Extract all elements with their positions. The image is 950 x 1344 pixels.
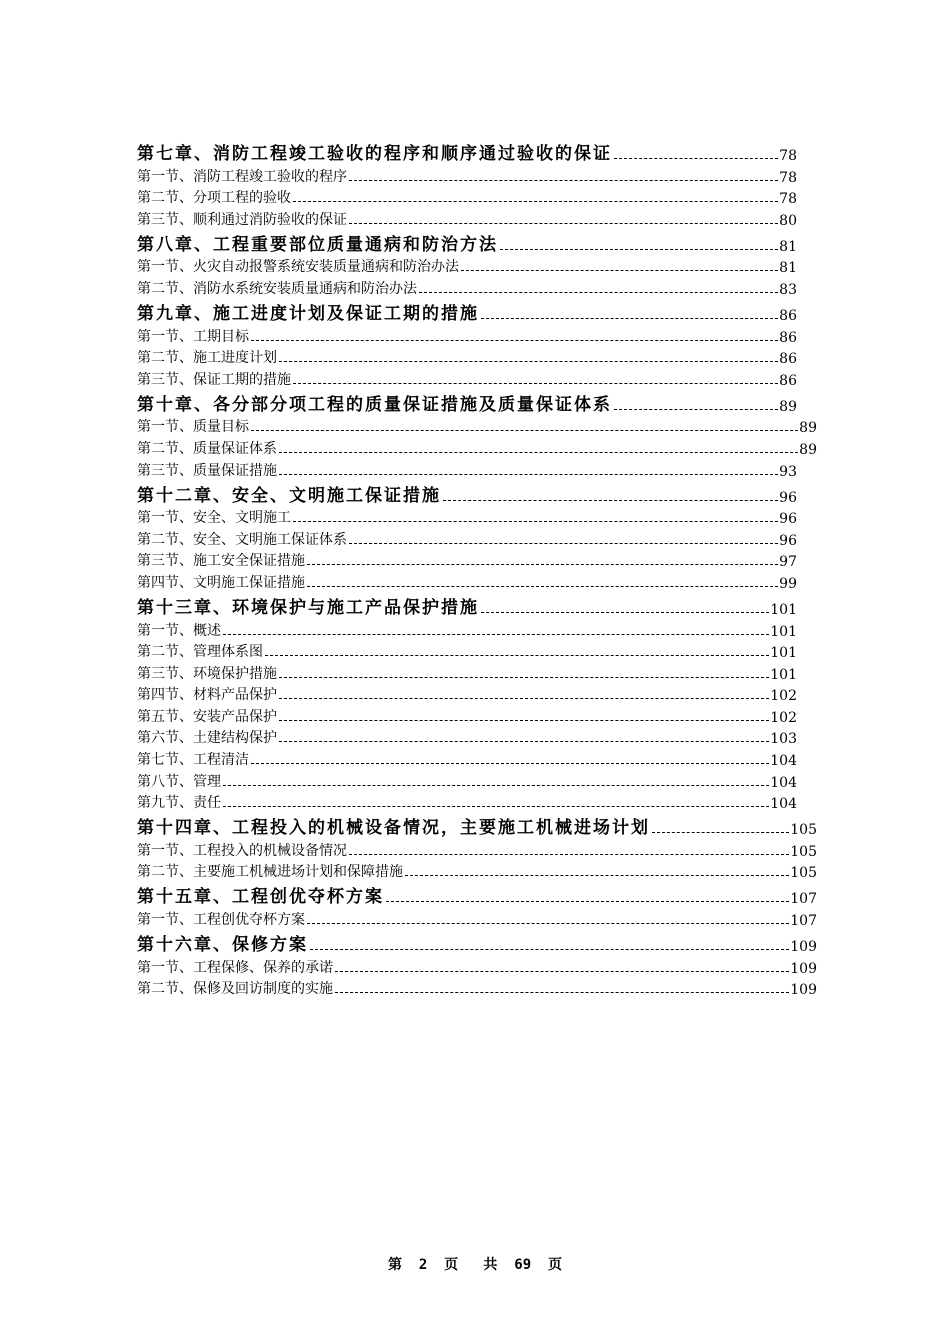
- dot-leader: [349, 180, 778, 181]
- toc-entry-page-number: 101: [770, 601, 797, 618]
- toc-entry-page-number: 93: [779, 463, 797, 480]
- toc-entry-page-number: 96: [779, 511, 797, 528]
- dot-leader: [223, 806, 769, 807]
- dot-leader: [223, 785, 769, 786]
- toc-entry-page-number: 97: [779, 554, 797, 571]
- toc-entry-page-number: 109: [790, 982, 817, 999]
- toc-section-entry[interactable]: [137, 506, 797, 528]
- dot-leader: [405, 875, 789, 876]
- toc-entry-label: 第四节、文明施工保证措施: [137, 574, 305, 591]
- toc-entry-page-number: 103: [770, 731, 797, 748]
- toc-entry-label: 第一节、工程保修、保养的承诺: [137, 959, 333, 976]
- toc-entry-label: 第八节、管理: [137, 773, 221, 790]
- toc-entry-page-number: 102: [770, 688, 797, 705]
- dot-leader: [279, 698, 769, 699]
- toc-entry-label: 第一节、工程投入的机械设备情况: [137, 842, 347, 859]
- toc-section-entry[interactable]: [137, 415, 817, 437]
- dot-leader: [310, 949, 789, 950]
- toc-section-entry[interactable]: [137, 704, 797, 726]
- toc-section-entry[interactable]: [137, 570, 797, 592]
- toc-entry-label: 第三节、质量保证措施: [137, 462, 277, 479]
- toc-entry-page-number: 89: [779, 398, 797, 415]
- toc-section-entry[interactable]: [137, 324, 797, 346]
- dot-leader: [386, 901, 789, 902]
- toc-section-entry[interactable]: [137, 255, 797, 277]
- dot-leader: [279, 720, 769, 721]
- toc-entry-page-number: 96: [779, 532, 797, 549]
- dot-leader: [307, 923, 789, 924]
- dot-leader: [279, 741, 769, 742]
- dot-leader: [461, 270, 778, 271]
- toc-section-entry[interactable]: [137, 791, 797, 813]
- toc-chapter-entry[interactable]: [137, 592, 797, 618]
- toc-chapter-entry[interactable]: [137, 229, 797, 255]
- toc-section-entry[interactable]: [137, 367, 797, 389]
- toc-section-entry[interactable]: [137, 838, 817, 860]
- toc-entry-label: 第二节、安全、文明施工保证体系: [137, 531, 347, 548]
- toc-entry-label: 第一节、概述: [137, 622, 221, 639]
- toc-entry-page-number: 104: [770, 753, 797, 770]
- toc-entry-page-number: 80: [779, 212, 797, 229]
- toc-chapter-entry[interactable]: [137, 929, 817, 955]
- toc-entry-label: 第三节、施工安全保证措施: [137, 553, 305, 570]
- toc-entry-page-number: 78: [779, 191, 797, 208]
- dot-leader: [223, 634, 769, 635]
- dot-leader: [614, 158, 778, 159]
- toc-section-entry[interactable]: [137, 549, 797, 571]
- toc-entry-page-number: 104: [770, 796, 797, 813]
- toc-section-entry[interactable]: [137, 207, 797, 229]
- toc-entry-label: 第一节、火灾自动报警系统安装质量通病和防治办法: [137, 259, 459, 276]
- toc-entry-label: 第十二章、安全、文明施工保证措施: [137, 485, 441, 506]
- toc-section-entry[interactable]: [137, 618, 797, 640]
- toc-entry-page-number: 102: [770, 709, 797, 726]
- dot-leader: [349, 543, 778, 544]
- toc-entry-label: 第三节、环境保护措施: [137, 665, 277, 682]
- toc-section-entry[interactable]: [137, 346, 797, 368]
- toc-entry-label: 第七章、消防工程竣工验收的程序和顺序通过验收的保证: [137, 144, 612, 164]
- toc-entry-page-number: 109: [790, 960, 817, 977]
- toc-entry-page-number: 81: [779, 238, 797, 255]
- toc-entry-label: 第七节、工程清洁: [137, 752, 249, 769]
- dot-leader: [251, 340, 778, 341]
- toc-entry-page-number: 78: [779, 148, 797, 164]
- toc-entry-page-number: 96: [779, 489, 797, 506]
- toc-entry-label: 第二节、保修及回访制度的实施: [137, 981, 333, 998]
- dot-leader: [349, 223, 778, 224]
- toc-entry-page-number: 105: [790, 843, 817, 860]
- dot-leader: [419, 292, 778, 293]
- toc-section-entry[interactable]: [137, 661, 797, 683]
- toc-section-entry[interactable]: [137, 458, 797, 480]
- toc-entry-label: 第十五章、工程创优夺杯方案: [137, 887, 384, 908]
- toc-entry-page-number: 107: [790, 913, 817, 930]
- dot-leader: [279, 361, 778, 362]
- toc-entry-page-number: 105: [790, 822, 817, 839]
- dot-leader: [443, 500, 778, 501]
- table-of-contents: [137, 138, 817, 998]
- dot-leader: [251, 763, 769, 764]
- toc-entry-page-number: 89: [799, 420, 817, 437]
- toc-entry-page-number: 101: [770, 623, 797, 640]
- toc-entry-label: 第十四章、工程投入的机械设备情况，主要施工机械进场计划: [137, 818, 650, 839]
- toc-chapter-entry[interactable]: [137, 298, 797, 324]
- dot-leader: [279, 452, 798, 453]
- toc-entry-label: 第三节、顺利通过消防验收的保证: [137, 211, 347, 228]
- dot-leader: [265, 655, 769, 656]
- toc-entry-page-number: 86: [779, 329, 797, 346]
- toc-entry-page-number: 101: [770, 645, 797, 662]
- toc-entry-label: 第二节、分项工程的验收: [137, 190, 291, 207]
- toc-entry-label: 第四节、材料产品保护: [137, 687, 277, 704]
- toc-section-entry[interactable]: [137, 747, 797, 769]
- dot-leader: [481, 612, 769, 613]
- toc-section-entry[interactable]: [137, 164, 797, 186]
- toc-entry-page-number: 105: [790, 865, 817, 882]
- toc-entry-label: 第九节、责任: [137, 795, 221, 812]
- toc-entry-label: 第二节、施工进度计划: [137, 350, 277, 367]
- toc-section-entry[interactable]: [137, 955, 817, 977]
- toc-section-entry[interactable]: [137, 527, 797, 549]
- toc-entry-page-number: 81: [779, 260, 797, 277]
- toc-chapter-entry[interactable]: [137, 138, 797, 164]
- toc-entry-label: 第二节、质量保证体系: [137, 440, 277, 457]
- dot-leader: [293, 383, 778, 384]
- toc-entry-page-number: 86: [779, 372, 797, 389]
- toc-entry-page-number: 83: [779, 281, 797, 298]
- toc-entry-page-number: 78: [779, 169, 797, 186]
- dot-leader: [481, 318, 778, 319]
- toc-entry-label: 第二节、管理体系图: [137, 644, 263, 661]
- toc-section-entry[interactable]: [137, 436, 817, 458]
- toc-chapter-entry[interactable]: [137, 812, 817, 838]
- toc-entry-label: 第一节、工期目标: [137, 328, 249, 345]
- toc-entry-label: 第六节、土建结构保护: [137, 730, 277, 747]
- page-footer: 第 2 页 共 69 页: [387, 1257, 562, 1273]
- toc-section-entry[interactable]: [137, 683, 797, 705]
- dot-leader: [293, 521, 778, 522]
- toc-section-entry[interactable]: [137, 726, 797, 748]
- dot-leader: [251, 430, 798, 431]
- toc-entry-label: 第八章、工程重要部位质量通病和防治方法: [137, 234, 498, 255]
- toc-section-entry[interactable]: [137, 860, 817, 882]
- toc-entry-label: 第五节、安装产品保护: [137, 708, 277, 725]
- dot-leader: [293, 201, 778, 202]
- toc-section-entry[interactable]: [137, 977, 817, 999]
- dot-leader: [307, 586, 778, 587]
- toc-entry-page-number: 104: [770, 774, 797, 791]
- toc-chapter-entry[interactable]: [137, 389, 797, 415]
- toc-entry-page-number: 107: [790, 891, 817, 908]
- toc-chapter-entry[interactable]: [137, 480, 797, 506]
- toc-entry-label: 第二节、主要施工机械进场计划和保障措施: [137, 864, 403, 881]
- toc-entry-label: 第一节、安全、文明施工: [137, 510, 291, 527]
- dot-leader: [335, 992, 789, 993]
- toc-entry-label: 第一节、工程创优夺杯方案: [137, 912, 305, 929]
- toc-entry-label: 第九章、施工进度计划及保证工期的措施: [137, 303, 479, 324]
- dot-leader: [652, 832, 789, 833]
- dot-leader: [614, 409, 778, 410]
- dot-leader: [279, 677, 769, 678]
- toc-chapter-entry[interactable]: [137, 881, 817, 907]
- toc-entry-label: 第三节、保证工期的措施: [137, 371, 291, 388]
- toc-section-entry[interactable]: [137, 276, 797, 298]
- toc-section-entry[interactable]: [137, 907, 817, 929]
- toc-entry-page-number: 86: [779, 307, 797, 324]
- dot-leader: [279, 474, 778, 475]
- toc-entry-page-number: 89: [799, 441, 817, 458]
- dot-leader: [349, 854, 789, 855]
- toc-entry-page-number: 99: [779, 575, 797, 592]
- toc-entry-label: 第二节、消防水系统安装质量通病和防治办法: [137, 280, 417, 297]
- dot-leader: [335, 971, 789, 972]
- toc-entry-label: 第十六章、保修方案: [137, 935, 308, 956]
- toc-section-entry[interactable]: [137, 769, 797, 791]
- toc-section-entry[interactable]: [137, 640, 797, 662]
- toc-entry-label: 第一节、质量目标: [137, 419, 249, 436]
- toc-entry-label: 第十三章、环境保护与施工产品保护措施: [137, 597, 479, 618]
- toc-entry-page-number: 101: [770, 666, 797, 683]
- toc-section-entry[interactable]: [137, 186, 797, 208]
- toc-entry-label: 第一节、消防工程竣工验收的程序: [137, 168, 347, 185]
- toc-entry-page-number: 109: [790, 939, 817, 956]
- dot-leader: [500, 249, 778, 250]
- toc-entry-label: 第十章、各分部分项工程的质量保证措施及质量保证体系: [137, 394, 612, 415]
- toc-entry-page-number: 86: [779, 351, 797, 368]
- dot-leader: [307, 564, 778, 565]
